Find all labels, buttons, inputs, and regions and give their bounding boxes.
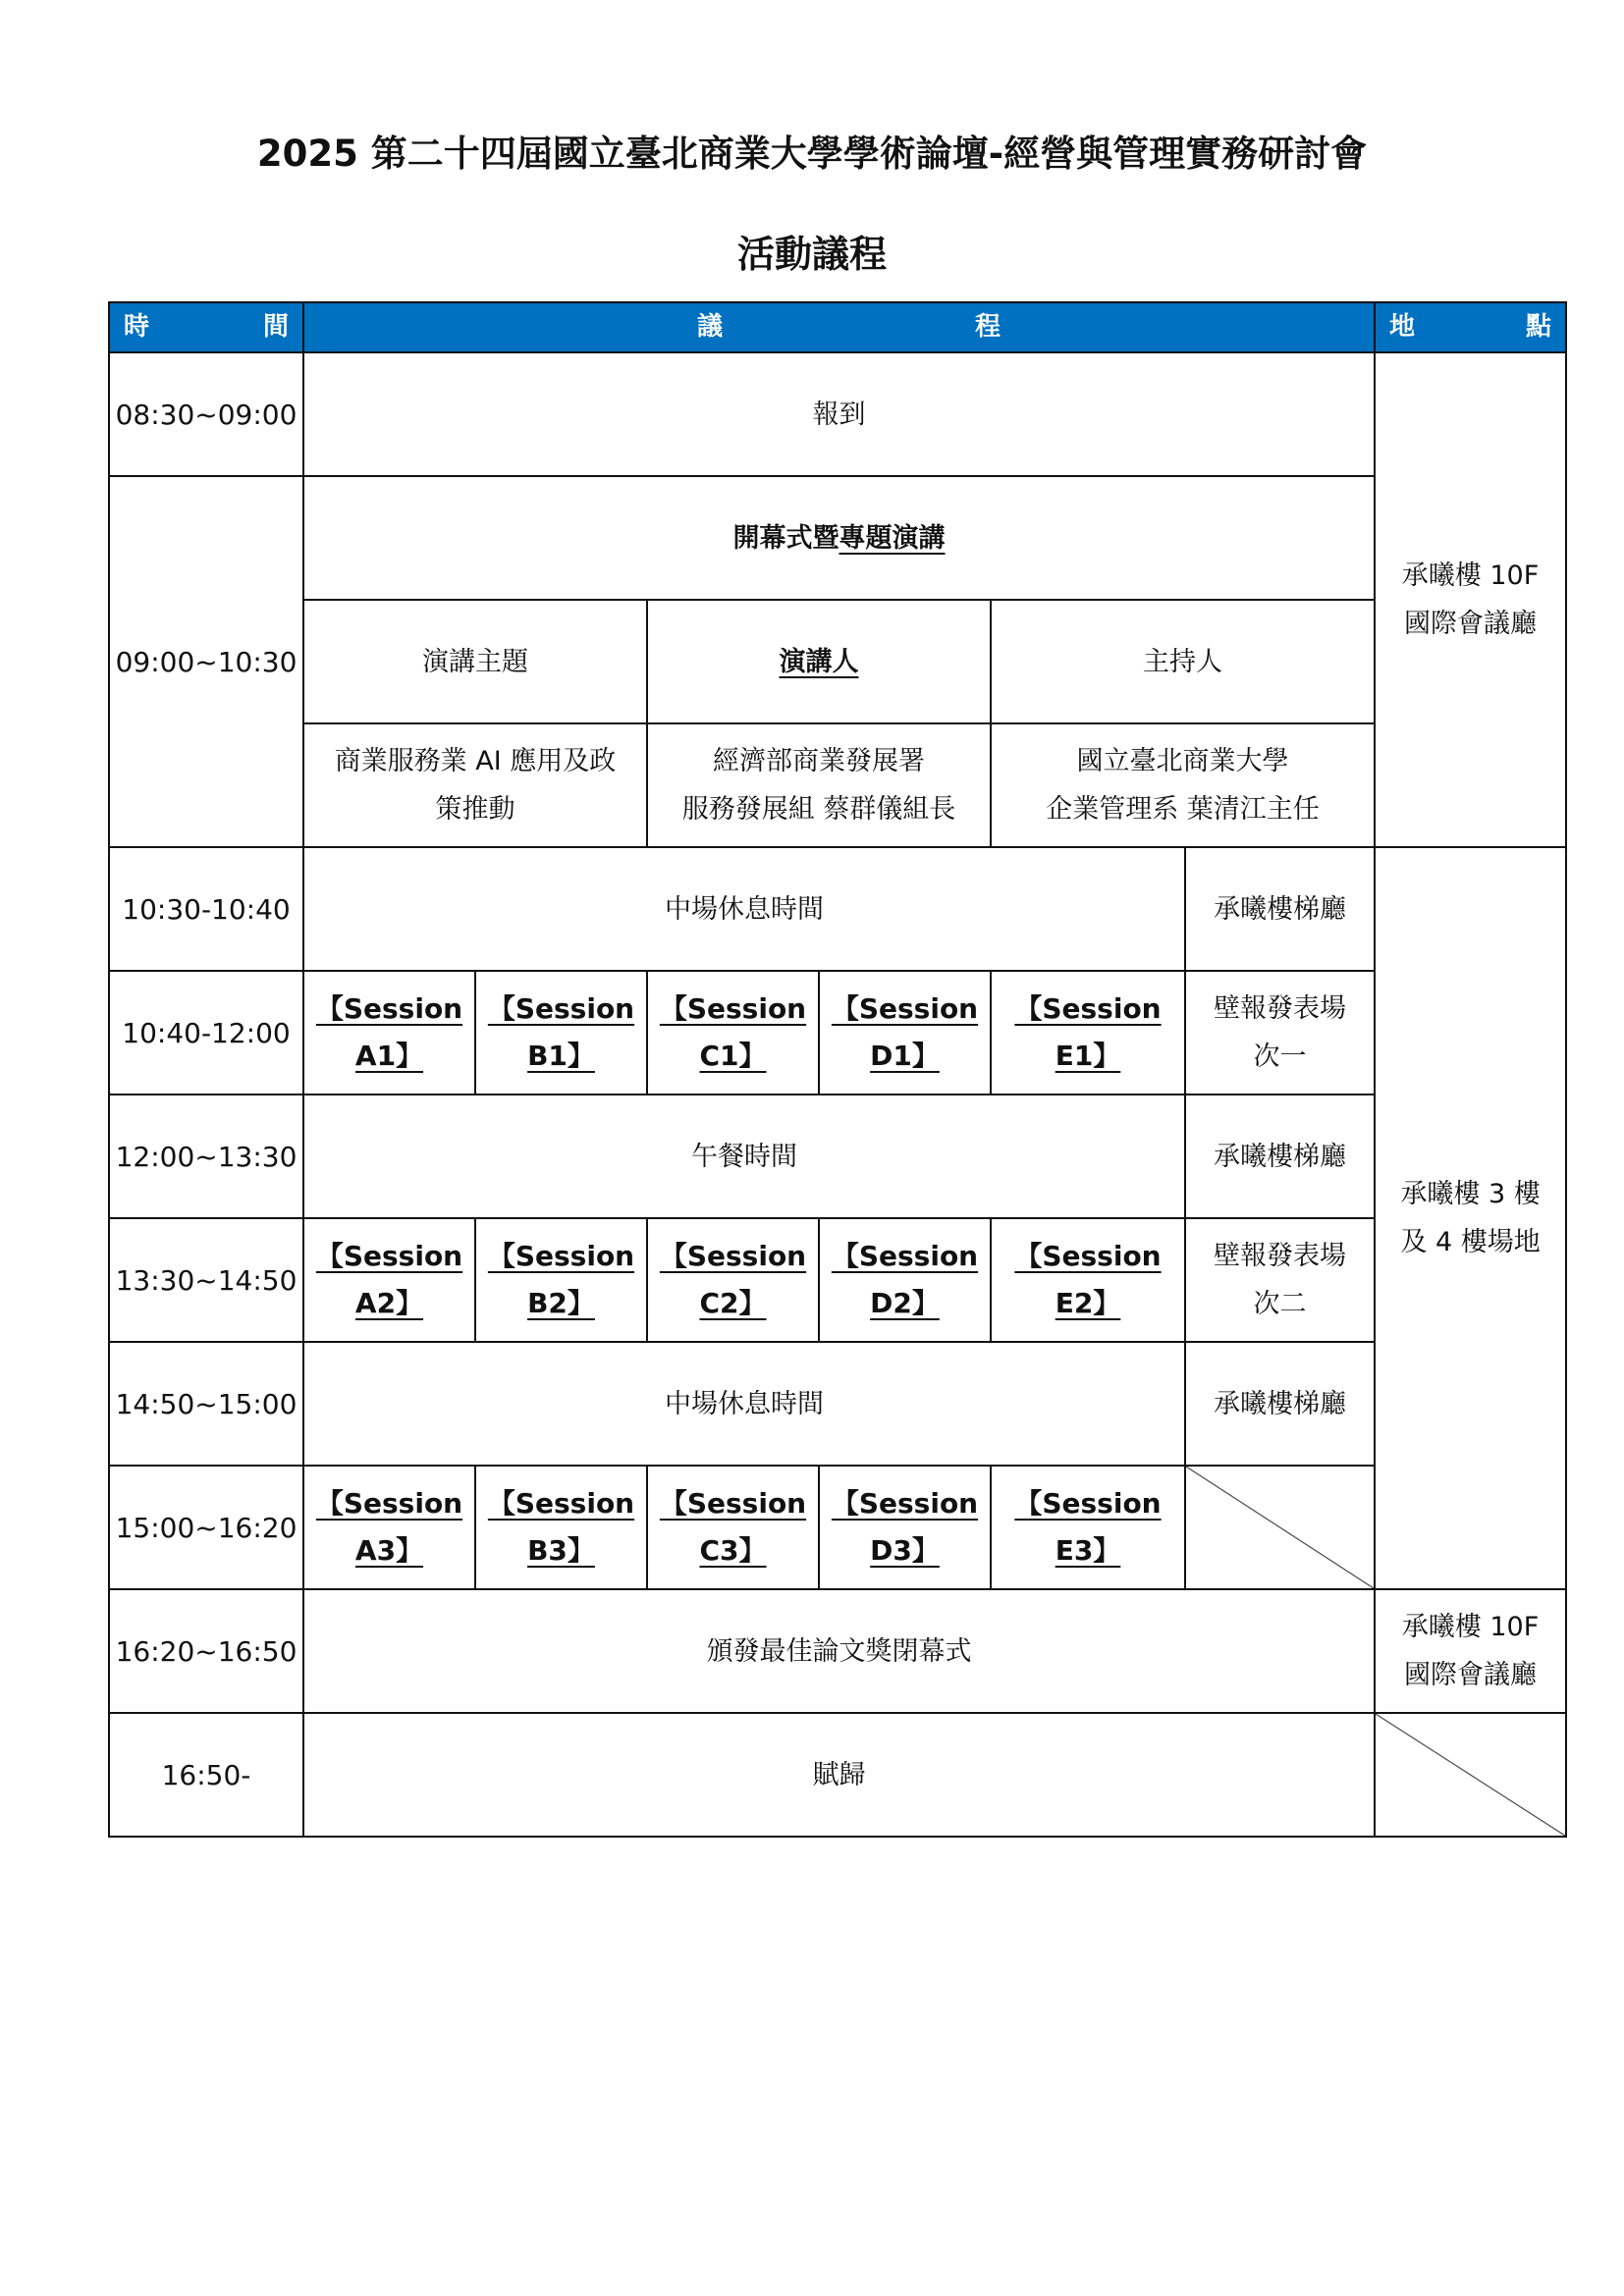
time-cell: 15:00~16:20 — [109, 1466, 303, 1589]
table-row — [109, 1713, 1566, 1837]
venue-main-hall: 承曦樓 10F 國際會議廳 — [1375, 352, 1566, 847]
empty-diagonal-cell — [1185, 1466, 1375, 1589]
session-c1: 【Session C1】 — [647, 971, 819, 1095]
venue-cell: 承曦樓梯廳 — [1185, 1342, 1375, 1466]
table-row — [109, 352, 1566, 476]
session-e2: 【Session E2】 — [991, 1218, 1185, 1342]
keynote-speaker: 經濟部商業發展署 服務發展組 蔡群儀組長 — [647, 723, 991, 847]
table-row — [109, 1218, 1566, 1342]
venue-floor: 承曦樓 3 樓 及 4 樓場地 — [1375, 847, 1566, 1589]
document-subtitle: 活動議程 — [736, 233, 887, 276]
table-row — [109, 1342, 1566, 1466]
session-b3: 【Session B3】 — [475, 1466, 647, 1589]
agenda-cell: 中場休息時間 — [303, 847, 1185, 971]
time-cell: 13:30~14:50 — [109, 1218, 303, 1342]
keynote-topic-header: 演講主題 — [303, 600, 647, 723]
table-row — [109, 1589, 1566, 1713]
table-row — [109, 971, 1566, 1095]
venue-cell: 承曦樓梯廳 — [1185, 1095, 1375, 1218]
session-c3: 【Session C3】 — [647, 1466, 819, 1589]
header-place: 地 點 — [1375, 302, 1566, 352]
table-row — [109, 1095, 1566, 1218]
table-row — [109, 476, 1566, 600]
session-b2: 【Session B2】 — [475, 1218, 647, 1342]
agenda-cell: 午餐時間 — [303, 1095, 1185, 1218]
poster-session-2: 壁報發表場 次二 — [1185, 1218, 1375, 1342]
agenda-cell: 賦歸 — [303, 1713, 1375, 1837]
keynote-title: 開幕式暨專題演講 — [303, 476, 1375, 600]
empty-diagonal-cell — [1375, 1713, 1566, 1837]
session-b1: 【Session B1】 — [475, 971, 647, 1095]
poster-session-1: 壁報發表場 次一 — [1185, 971, 1375, 1095]
time-cell: 08:30~09:00 — [109, 352, 303, 476]
session-e3: 【Session E3】 — [991, 1466, 1185, 1589]
venue-main-hall-closing: 承曦樓 10F 國際會議廳 — [1375, 1589, 1566, 1713]
time-cell: 14:50~15:00 — [109, 1342, 303, 1466]
time-cell: 10:40-12:00 — [109, 971, 303, 1095]
agenda-cell: 報到 — [303, 352, 1375, 476]
table-header-row — [109, 302, 1566, 352]
session-a3: 【Session A3】 — [303, 1466, 475, 1589]
keynote-topic: 商業服務業 AI 應用及政 策推動 — [303, 723, 647, 847]
session-c2: 【Session C2】 — [647, 1218, 819, 1342]
header-time: 時 間 — [109, 302, 303, 352]
agenda-cell: 頒發最佳論文獎閉幕式 — [303, 1589, 1375, 1713]
header-agenda: 議 程 — [303, 302, 1375, 352]
time-cell: 16:50- — [109, 1713, 303, 1837]
document-title: 2025 第二十四屆國立臺北商業大學學術論壇-經營與管理實務研討會 — [256, 133, 1368, 175]
agenda-table — [108, 301, 1567, 1838]
session-a2: 【Session A2】 — [303, 1218, 475, 1342]
keynote-host: 國立臺北商業大學 企業管理系 葉清江主任 — [991, 723, 1375, 847]
time-cell: 10:30-10:40 — [109, 847, 303, 971]
time-cell: 16:20~16:50 — [109, 1589, 303, 1713]
session-d3: 【Session D3】 — [819, 1466, 991, 1589]
time-cell: 12:00~13:30 — [109, 1095, 303, 1218]
keynote-host-header: 主持人 — [991, 600, 1375, 723]
session-e1: 【Session E1】 — [991, 971, 1185, 1095]
session-d1: 【Session D1】 — [819, 971, 991, 1095]
session-a1: 【Session A1】 — [303, 971, 475, 1095]
table-row — [109, 723, 1566, 847]
time-cell: 09:00~10:30 — [109, 476, 303, 847]
table-row — [109, 1466, 1566, 1589]
keynote-speaker-header: 演講人 — [647, 600, 991, 723]
session-d2: 【Session D2】 — [819, 1218, 991, 1342]
agenda-cell: 中場休息時間 — [303, 1342, 1185, 1466]
table-row — [109, 847, 1566, 971]
venue-cell: 承曦樓梯廳 — [1185, 847, 1375, 971]
table-row — [109, 600, 1566, 723]
